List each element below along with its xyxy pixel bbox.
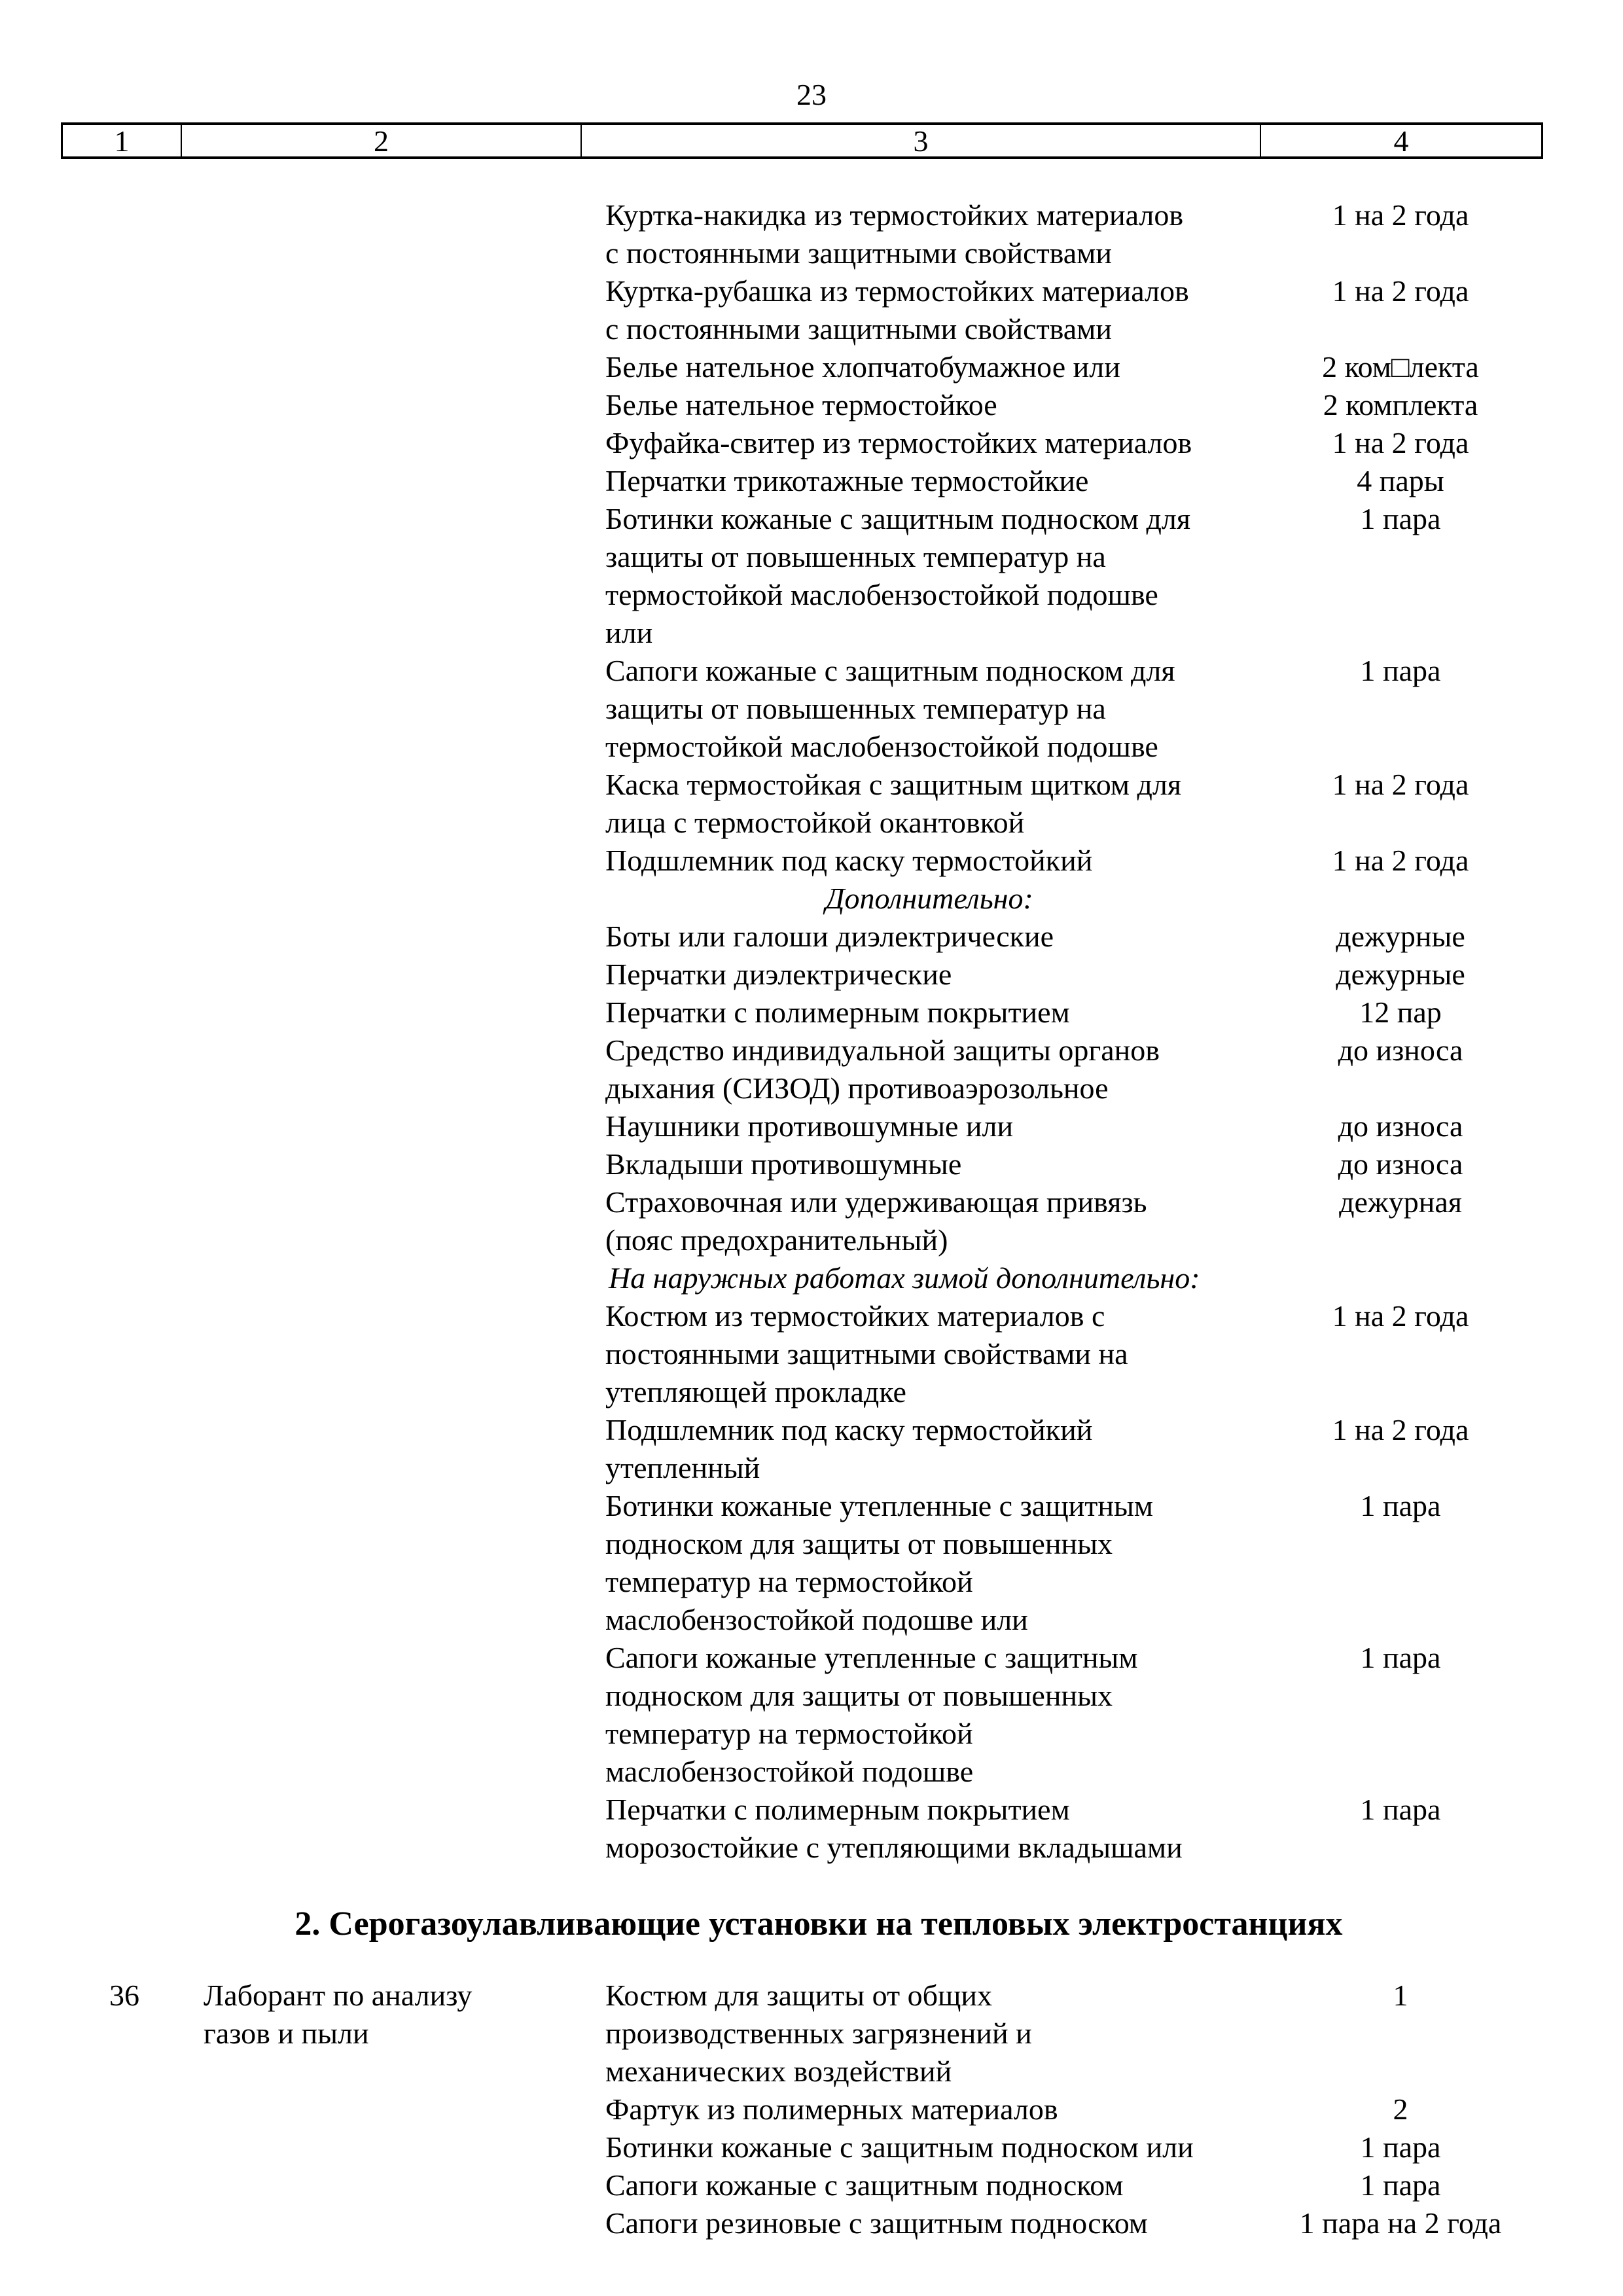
subheading: Дополнительно: bbox=[825, 882, 1033, 915]
column-header-4: 4 bbox=[1393, 124, 1409, 158]
item-name-line: Сапоги резиновые с защитным подноском bbox=[605, 2206, 1148, 2240]
item-name-line: утепляющей прокладке bbox=[605, 1375, 906, 1408]
item-name-line: механических воздействий bbox=[605, 2054, 952, 2088]
item-name-line: Перчатки с полимерным покрытием bbox=[605, 1793, 1070, 1826]
item-quantity: 1 пара bbox=[1360, 1489, 1441, 1522]
item-name-line: термостойкой маслобензостойкой подошве bbox=[605, 578, 1158, 611]
page-number: 23 bbox=[796, 78, 827, 111]
item-name-line: Фуфайка-свитер из термостойких материалов bbox=[605, 426, 1192, 459]
item-quantity: 1 пара на 2 года bbox=[1299, 2206, 1502, 2240]
item-name-line: температур на термостойкой bbox=[605, 1717, 973, 1750]
item-name-line: Сапоги кожаные с защитным подноском bbox=[605, 2168, 1124, 2202]
item-quantity: 1 на 2 года bbox=[1332, 198, 1469, 232]
item-name-line: Куртка-рубашка из термостойких материалов bbox=[605, 274, 1189, 308]
item-name-line: Средство индивидуальной защиты органов bbox=[605, 1033, 1160, 1067]
item-name-line: утепленный bbox=[605, 1451, 760, 1484]
item-quantity: 1 на 2 года bbox=[1332, 274, 1469, 308]
item-name-line: Костюм из термостойких материалов с bbox=[605, 1299, 1105, 1333]
item-name-line: температур на термостойкой bbox=[605, 1565, 973, 1598]
item-quantity: 1 на 2 года bbox=[1332, 768, 1469, 801]
item-name-line: Ботинки кожаные с защитным подноском или bbox=[605, 2130, 1194, 2164]
item-name-line: Страховочная или удерживающая привязь bbox=[605, 1185, 1147, 1219]
item-name-line: с постоянными защитными свойствами bbox=[605, 236, 1112, 270]
item-quantity: 1 пара bbox=[1360, 1793, 1441, 1826]
item-quantity: 1 на 2 года bbox=[1332, 1299, 1469, 1333]
item-name-line: с постоянными защитными свойствами bbox=[605, 312, 1112, 346]
item-quantity: 1 пара bbox=[1360, 1641, 1441, 1674]
subheading: На наружных работах зимой дополнительно: bbox=[609, 1261, 1200, 1295]
item-name-line: маслобензостойкой подошве или bbox=[605, 1603, 1028, 1636]
item-name-line: защиты от повышенных температур на bbox=[605, 692, 1106, 725]
item-name-line: Белье нательное хлопчатобумажное или bbox=[605, 350, 1120, 384]
item-name-line: производственных загрязнений и bbox=[605, 2017, 1032, 2050]
column-header-1: 1 bbox=[63, 125, 182, 156]
item-quantity: 1 на 2 года bbox=[1332, 426, 1469, 459]
item-quantity: до износа bbox=[1338, 1147, 1463, 1181]
item-quantity: дежурные bbox=[1336, 920, 1465, 953]
item-quantity: 1 на 2 года bbox=[1332, 1413, 1469, 1446]
row-number: 36 bbox=[109, 1979, 139, 2012]
item-quantity: 1 bbox=[1393, 1979, 1408, 2012]
item-name-line: Подшлемник под каску термостойкий bbox=[605, 1413, 1093, 1446]
item-quantity: 1 пара bbox=[1360, 654, 1441, 687]
item-name-line: подноском для защиты от повышенных bbox=[605, 1527, 1113, 1560]
item-name-line: (пояс предохранительный) bbox=[605, 1223, 948, 1257]
item-name-line: или bbox=[605, 616, 653, 649]
item-name-line: Подшлемник под каску термостойкий bbox=[605, 844, 1093, 877]
position-name-line: газов и пыли bbox=[204, 2017, 369, 2050]
item-name-line: Перчатки с полимерным покрытием bbox=[605, 996, 1070, 1029]
item-name-line: маслобензостойкой подошве bbox=[605, 1755, 974, 1788]
item-name-line: Куртка-накидка из термостойких материалов bbox=[605, 198, 1184, 232]
item-name-line: Каска термостойкая с защитным щитком для bbox=[605, 768, 1181, 801]
item-name-line: Наушники противошумные или bbox=[605, 1109, 1014, 1143]
item-quantity: 12 пар bbox=[1359, 996, 1442, 1029]
position-name-line: Лаборант по анализу bbox=[204, 1979, 473, 2012]
item-name-line: Ботинки кожаные с защитным подноском для bbox=[605, 502, 1191, 535]
item-name-line: Фартук из полимерных материалов bbox=[605, 2092, 1058, 2126]
item-name-line: Сапоги кожаные утепленные с защитным bbox=[605, 1641, 1138, 1674]
column-header-2: 2 bbox=[182, 125, 582, 156]
item-quantity: 1 на 2 года bbox=[1332, 844, 1469, 877]
item-name-line: Вкладыши противошумные bbox=[605, 1147, 962, 1181]
item-name-line: Костюм для защиты от общих bbox=[605, 1979, 993, 2012]
item-name-line: подноском для защиты от повышенных bbox=[605, 1679, 1113, 1712]
item-name-line: постоянными защитными свойствами на bbox=[605, 1337, 1128, 1371]
item-name-line: Белье нательное термостойкое bbox=[605, 388, 997, 422]
item-name-line: лица с термостойкой окантовкой bbox=[605, 806, 1025, 839]
item-quantity: 4 пары bbox=[1357, 464, 1444, 497]
item-name-line: Боты или галоши диэлектрические bbox=[605, 920, 1054, 953]
item-name-line: морозостойкие с утепляющими вкладышами bbox=[605, 1831, 1183, 1864]
item-name-line: Перчатки трикотажные термостойкие bbox=[605, 464, 1089, 497]
item-name-line: термостойкой маслобензостойкой подошве bbox=[605, 730, 1158, 763]
item-name-line: Перчатки диэлектрические bbox=[605, 958, 952, 991]
item-quantity: дежурные bbox=[1336, 958, 1465, 991]
section-heading: 2. Серогазоулавливающие установки на тепловых электростанциях bbox=[294, 1905, 1343, 1943]
item-name-line: дыхания (СИЗОД) противоаэрозольное bbox=[605, 1071, 1109, 1105]
column-header-3: 3 bbox=[582, 125, 1261, 156]
item-name-line: Ботинки кожаные утепленные с защитным bbox=[605, 1489, 1153, 1522]
item-quantity: 1 пара bbox=[1360, 2168, 1441, 2202]
item-name-line: защиты от повышенных температур на bbox=[605, 540, 1106, 573]
item-quantity: 1 пара bbox=[1360, 2130, 1441, 2164]
item-quantity: 2 ком□лекта bbox=[1322, 350, 1479, 384]
item-quantity: дежурная bbox=[1339, 1185, 1462, 1219]
item-name-line: Сапоги кожаные с защитным подноском для bbox=[605, 654, 1175, 687]
item-quantity: 2 комплекта bbox=[1323, 388, 1478, 422]
item-quantity: 2 bbox=[1393, 2092, 1408, 2126]
item-quantity: до износа bbox=[1338, 1033, 1463, 1067]
item-quantity: до износа bbox=[1338, 1109, 1463, 1143]
column-header-row bbox=[61, 122, 1543, 159]
item-quantity: 1 пара bbox=[1360, 502, 1441, 535]
